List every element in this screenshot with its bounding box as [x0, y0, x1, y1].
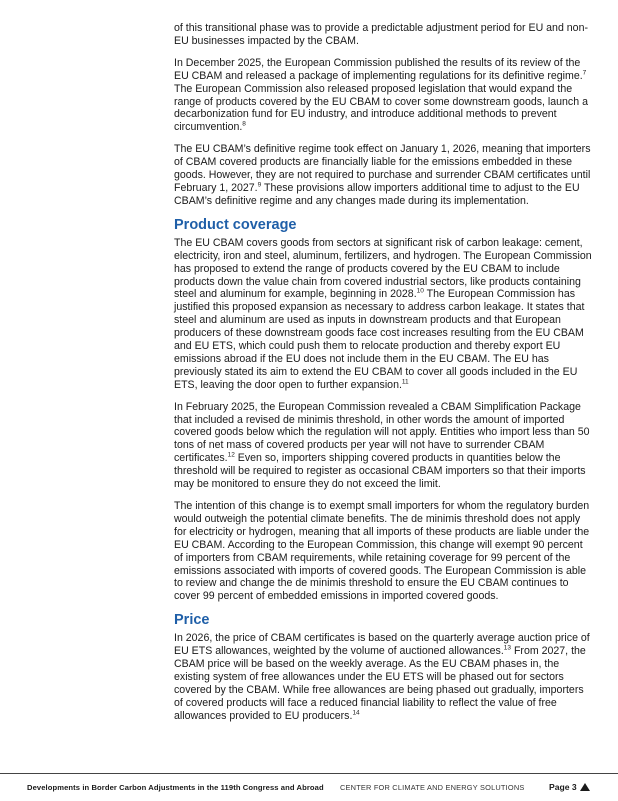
paragraph-text: of this transitional phase was to provide a predictable adjustment period for EU and non-EU businesses impacted by the CBAM. — [174, 22, 588, 47]
footnote-ref[interactable]: 9 — [257, 181, 262, 189]
page-footer — [0, 773, 618, 801]
footer-page-number: Page 3 — [549, 782, 577, 792]
footnote-ref[interactable]: 7 — [582, 69, 587, 77]
triangle-up-icon[interactable] — [580, 783, 590, 791]
paragraph-text: The intention of this change is to exempt small importers for whom the regulatory burden would outweigh the potential climate benefits. The de minimis threshold does not apply for electricity or hydrogen, meaning that all imports of these products are liable under the EU CBAM. According to the European Commission, this change will exempt 90 percent of importers from CBAM requirements, while retaining coverage for 99 percent of the emissions associated with imports of covered goods. The European Commission is able to review and change the de minimis threshold to ensure the EU CBAM continues to cover 99 percent of embedded emissions in imported covered goods. — [174, 500, 590, 603]
paragraph-text: The EU CBAM covers goods from sectors at significant risk of carbon leakage: cement, electricity, iron and steel, aluminum, fertilizers, and hydrogen. The European Commission has proposed to extend the range of products covered by the EU CBAM to include products down the value chain from covered industrial sectors, like products containing steel and aluminum for example, beginning in 2028. — [174, 236, 592, 301]
section-heading-product-coverage: Product coverage — [174, 216, 297, 233]
paragraph-de-minimis — [174, 500, 592, 603]
paragraph-text: From 2027, the CBAM price will be based on the weekly average. As the EU CBAM phases in, the existing system of free allowances under the EU ETS will be phased out for sectors covered by the CBAM. While free allowances are being phased out gradually, importers of covered products will face a reduced financial liability to reflect the value of free allowances provided to EU producers. — [174, 645, 586, 722]
footnote-ref[interactable]: 14 — [352, 709, 360, 717]
document-body — [174, 22, 592, 732]
paragraph-text: In December 2025, the European Commission published the results of its review of the EU CBAM and released a package of implementing regulations for its definitive regime. — [174, 56, 583, 82]
paragraph-price — [174, 632, 592, 722]
paragraph-product-coverage — [174, 237, 592, 392]
paragraph-simplification-package — [174, 401, 592, 491]
paragraph-transitional — [174, 22, 592, 48]
section-heading-price: Price — [174, 612, 210, 629]
paragraph-december-2025 — [174, 57, 592, 134]
paragraph-text: In 2026, the price of CBAM certificates is based on the quarterly average auction price of EU ETS allowances, weighted by the volume of auctioned allowances. — [174, 632, 590, 658]
paragraph-text: These provisions allow importers additional time to adjust to the EU CBAM’s definitive regime and any changes made during its implementation. — [174, 181, 580, 207]
paragraph-text: The European Commission has justified this proposed expansion as necessary to address carbon leakage. It states that steel and aluminum are used as inputs in downstream products and that European producers of these downstream goods face cost increases resulting from the EU CBAM and EU ETS, which could push them to relocate production and thereby export EU emissions abroad if the EU does not include them in the EU CBAM. The EU has previously stated its aim to extend the EU CBAM to cover all goods included in the EU ETS, leaving the door open to further expansion. — [174, 288, 585, 391]
paragraph-text: The EU CBAM’s definitive regime took effect on January 1, 2026, meaning that importers of CBAM covered products are financially liable for the emissions embedded in these goods. However, they are not required to purchase and surrender CBAM certificates until February 1, 2027. — [174, 143, 591, 194]
footnote-ref[interactable]: 13 — [503, 644, 512, 652]
footer-report-title: Developments in Border Carbon Adjustments in the 119th Congress and Abroad — [27, 783, 324, 792]
paragraph-definitive-regime — [174, 143, 592, 208]
paragraph-text: In February 2025, the European Commission revealed a CBAM Simplification Package that included a revised de minimis threshold, in other words the amount of imported covered goods below which the regulation will not apply. Entities who import less than 50 tons of net mass of covered products per year will not have to surrender CBAM certificates. — [174, 400, 590, 465]
paragraph-text: Even so, importers shipping covered products in quantities below the threshold will be required to register as occasional CBAM importers so that their imports may be monitored to ensure they do not exceed the limit. — [174, 452, 586, 491]
paragraph-text: The European Commission also released proposed legislation that would expand the range of products covered by the EU CBAM to cover some downstream goods, launch a decarbonization fund for EU industry, and introduce additional methods to prevent circumvention. — [174, 82, 588, 134]
footnote-ref[interactable]: 11 — [401, 378, 409, 386]
footnote-ref[interactable]: 10 — [416, 287, 424, 295]
footer-organization: CENTER FOR CLIMATE AND ENERGY SOLUTIONS — [340, 783, 525, 792]
footnote-ref[interactable]: 8 — [242, 120, 246, 128]
footnote-ref[interactable]: 12 — [227, 451, 235, 459]
